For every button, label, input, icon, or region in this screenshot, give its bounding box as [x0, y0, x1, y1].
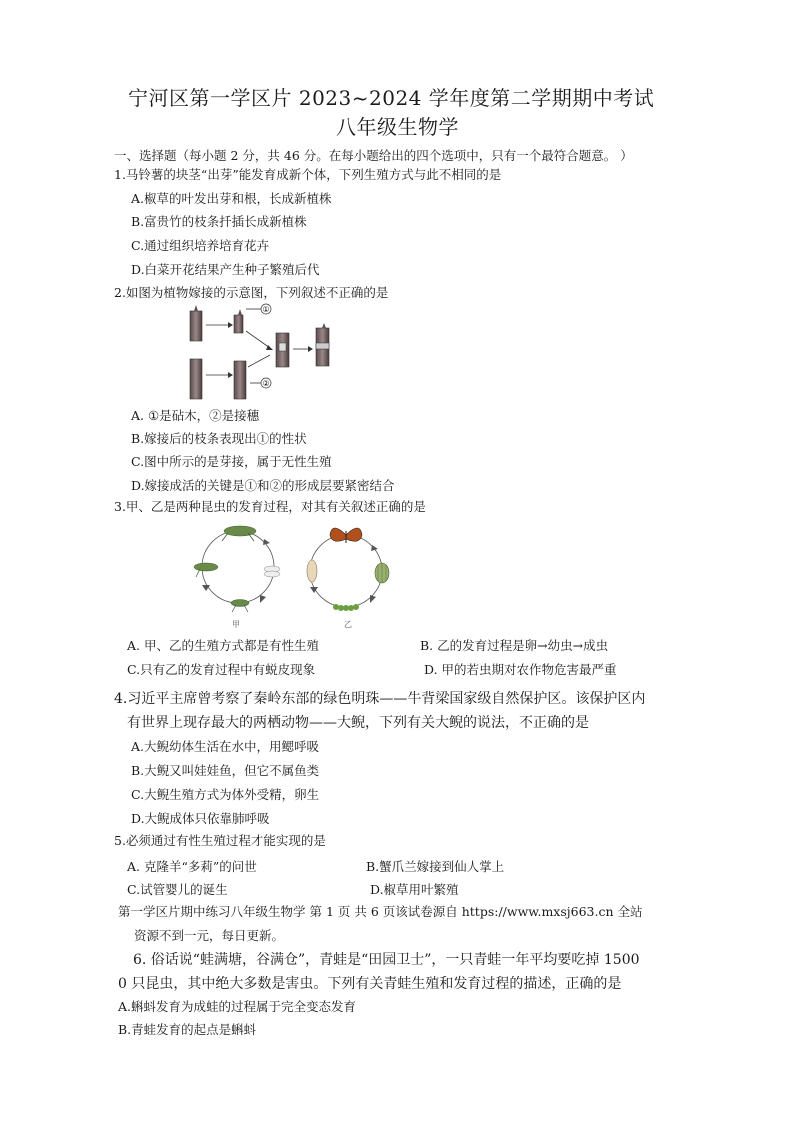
stock-cut [234, 361, 246, 399]
grasshopper-nymph-large [194, 563, 218, 571]
q3-option-c: C.只有乙的发育过程中有蜕皮现象 [127, 662, 316, 677]
label-yi: 乙 [344, 620, 352, 629]
q6-stem-line2: 0 只昆虫，其中绝大多数是害虫。下列有关青蛙生殖和发育过程的描述，正确的是 [118, 976, 622, 992]
q4-option-d: D.大鲵成体只依靠肺呼吸 [131, 811, 270, 826]
q5-option-c: C.试管婴儿的诞生 [127, 882, 228, 897]
q4-option-b: B.大鲵又叫娃娃鱼，但它不属鱼类 [131, 763, 320, 778]
q4-option-c: C.大鲵生殖方式为体外受精，卵生 [131, 787, 320, 802]
q6-option-b: B.青蛙发育的起点是蝌蚪 [118, 1022, 257, 1037]
q3-option-b: B. 乙的发育过程是卵→幼虫→成虫 [420, 638, 609, 653]
q5-stem: 5.必须通过有性生殖过程才能实现的是 [114, 833, 326, 848]
q2-option-d: D.嫁接成活的关键是①和②的形成层要紧密结合 [131, 478, 395, 493]
q2-option-b: B.嫁接后的枝条表现出①的性状 [131, 431, 307, 446]
pupa [307, 560, 317, 582]
label-jia: 甲 [232, 620, 240, 629]
grasshopper-adult [224, 526, 256, 536]
q1-option-d: D.白菜开花结果产生种子繁殖后代 [131, 262, 320, 277]
section-heading: 一、选择题（每小题 2 分，共 46 分。在每小题给出的四个选项中，只有一个最符合题意。 ） [114, 148, 633, 163]
q4-stem-line1: 4.习近平主席曾考察了秦岭东部的绿色明珠——牛背梁国家级自然保护区。该保护区内 [114, 691, 646, 707]
q1-option-c: C.通过组织培养培育花卉 [131, 238, 270, 253]
subject-title: 八年级生物学 [336, 115, 459, 139]
diagram-label-1: ① [262, 305, 270, 314]
q1-stem: 1.马铃薯的块茎“出芽”能发育成新个体，下列生殖方式与此不相同的是 [114, 167, 502, 182]
q5-option-d: D.椒草用叶繁殖 [370, 882, 459, 897]
q3-stem: 3.甲、乙是两种昆虫的发育过程，对其有关叙述正确的是 [114, 499, 426, 514]
q1-option-a: A.椒草的叶发出芽和根，长成新植株 [131, 191, 332, 206]
q5-option-a: A. 克隆羊“多莉”的问世 [127, 859, 257, 874]
q3-option-a: A. 甲、乙的生殖方式都是有性生殖 [127, 638, 319, 653]
q1-option-b: B.富贵竹的枝条扦插长成新植株 [131, 214, 307, 229]
cycle-yi [307, 528, 389, 611]
q5-option-b: B.蟹爪兰嫁接到仙人掌上 [366, 859, 505, 874]
exam-title: 宁河区第一学区片 2023~2024 学年度第二学期期中考试 [128, 86, 655, 110]
stock-bottom-left [190, 359, 202, 399]
q2-stem: 2.如图为植物嫁接的示意图，下列叙述不正确的是 [114, 285, 389, 300]
q6-option-a: A.蝌蚪发育为成蛙的过程属于完全变态发育 [118, 999, 357, 1014]
scion-bud [234, 315, 243, 333]
caterpillar [333, 604, 359, 611]
grafting-diagram [180, 303, 340, 403]
grasshopper-nymph-small [231, 600, 249, 607]
q3-option-d: D. 甲的若虫期对农作物危害最严重 [424, 662, 617, 677]
q2-option-a: A. ①是砧木，②是接穗 [131, 408, 260, 423]
diagram-label-2: ② [262, 379, 270, 388]
insect-lifecycle-diagram [186, 515, 406, 630]
page-footer-line2: 资源不到一元，每日更新。 [134, 928, 285, 943]
q4-stem-line2: 有世界上现存最大的两栖动物——大鲵，下列有关大鲵的说法，不正确的是 [127, 715, 589, 731]
cycle-jia [194, 526, 280, 612]
q6-stem-line1: 6. 俗话说“蛙满塘，谷满仓”，青蛙是“田园卫士”，一只青蛙一年平均要吃掉 1500 [133, 952, 640, 968]
stock-top-left [190, 311, 202, 341]
page-footer-line1: 第一学区片期中练习八年级生物学 第 1 页 共 6 页该试卷源自 https://www.mxsj663.cn 全站 [118, 904, 643, 919]
q4-option-a: A.大鲵幼体生活在水中，用鳃呼吸 [131, 739, 320, 754]
q2-option-c: C.图中所示的是芽接，属于无性生殖 [131, 454, 332, 469]
